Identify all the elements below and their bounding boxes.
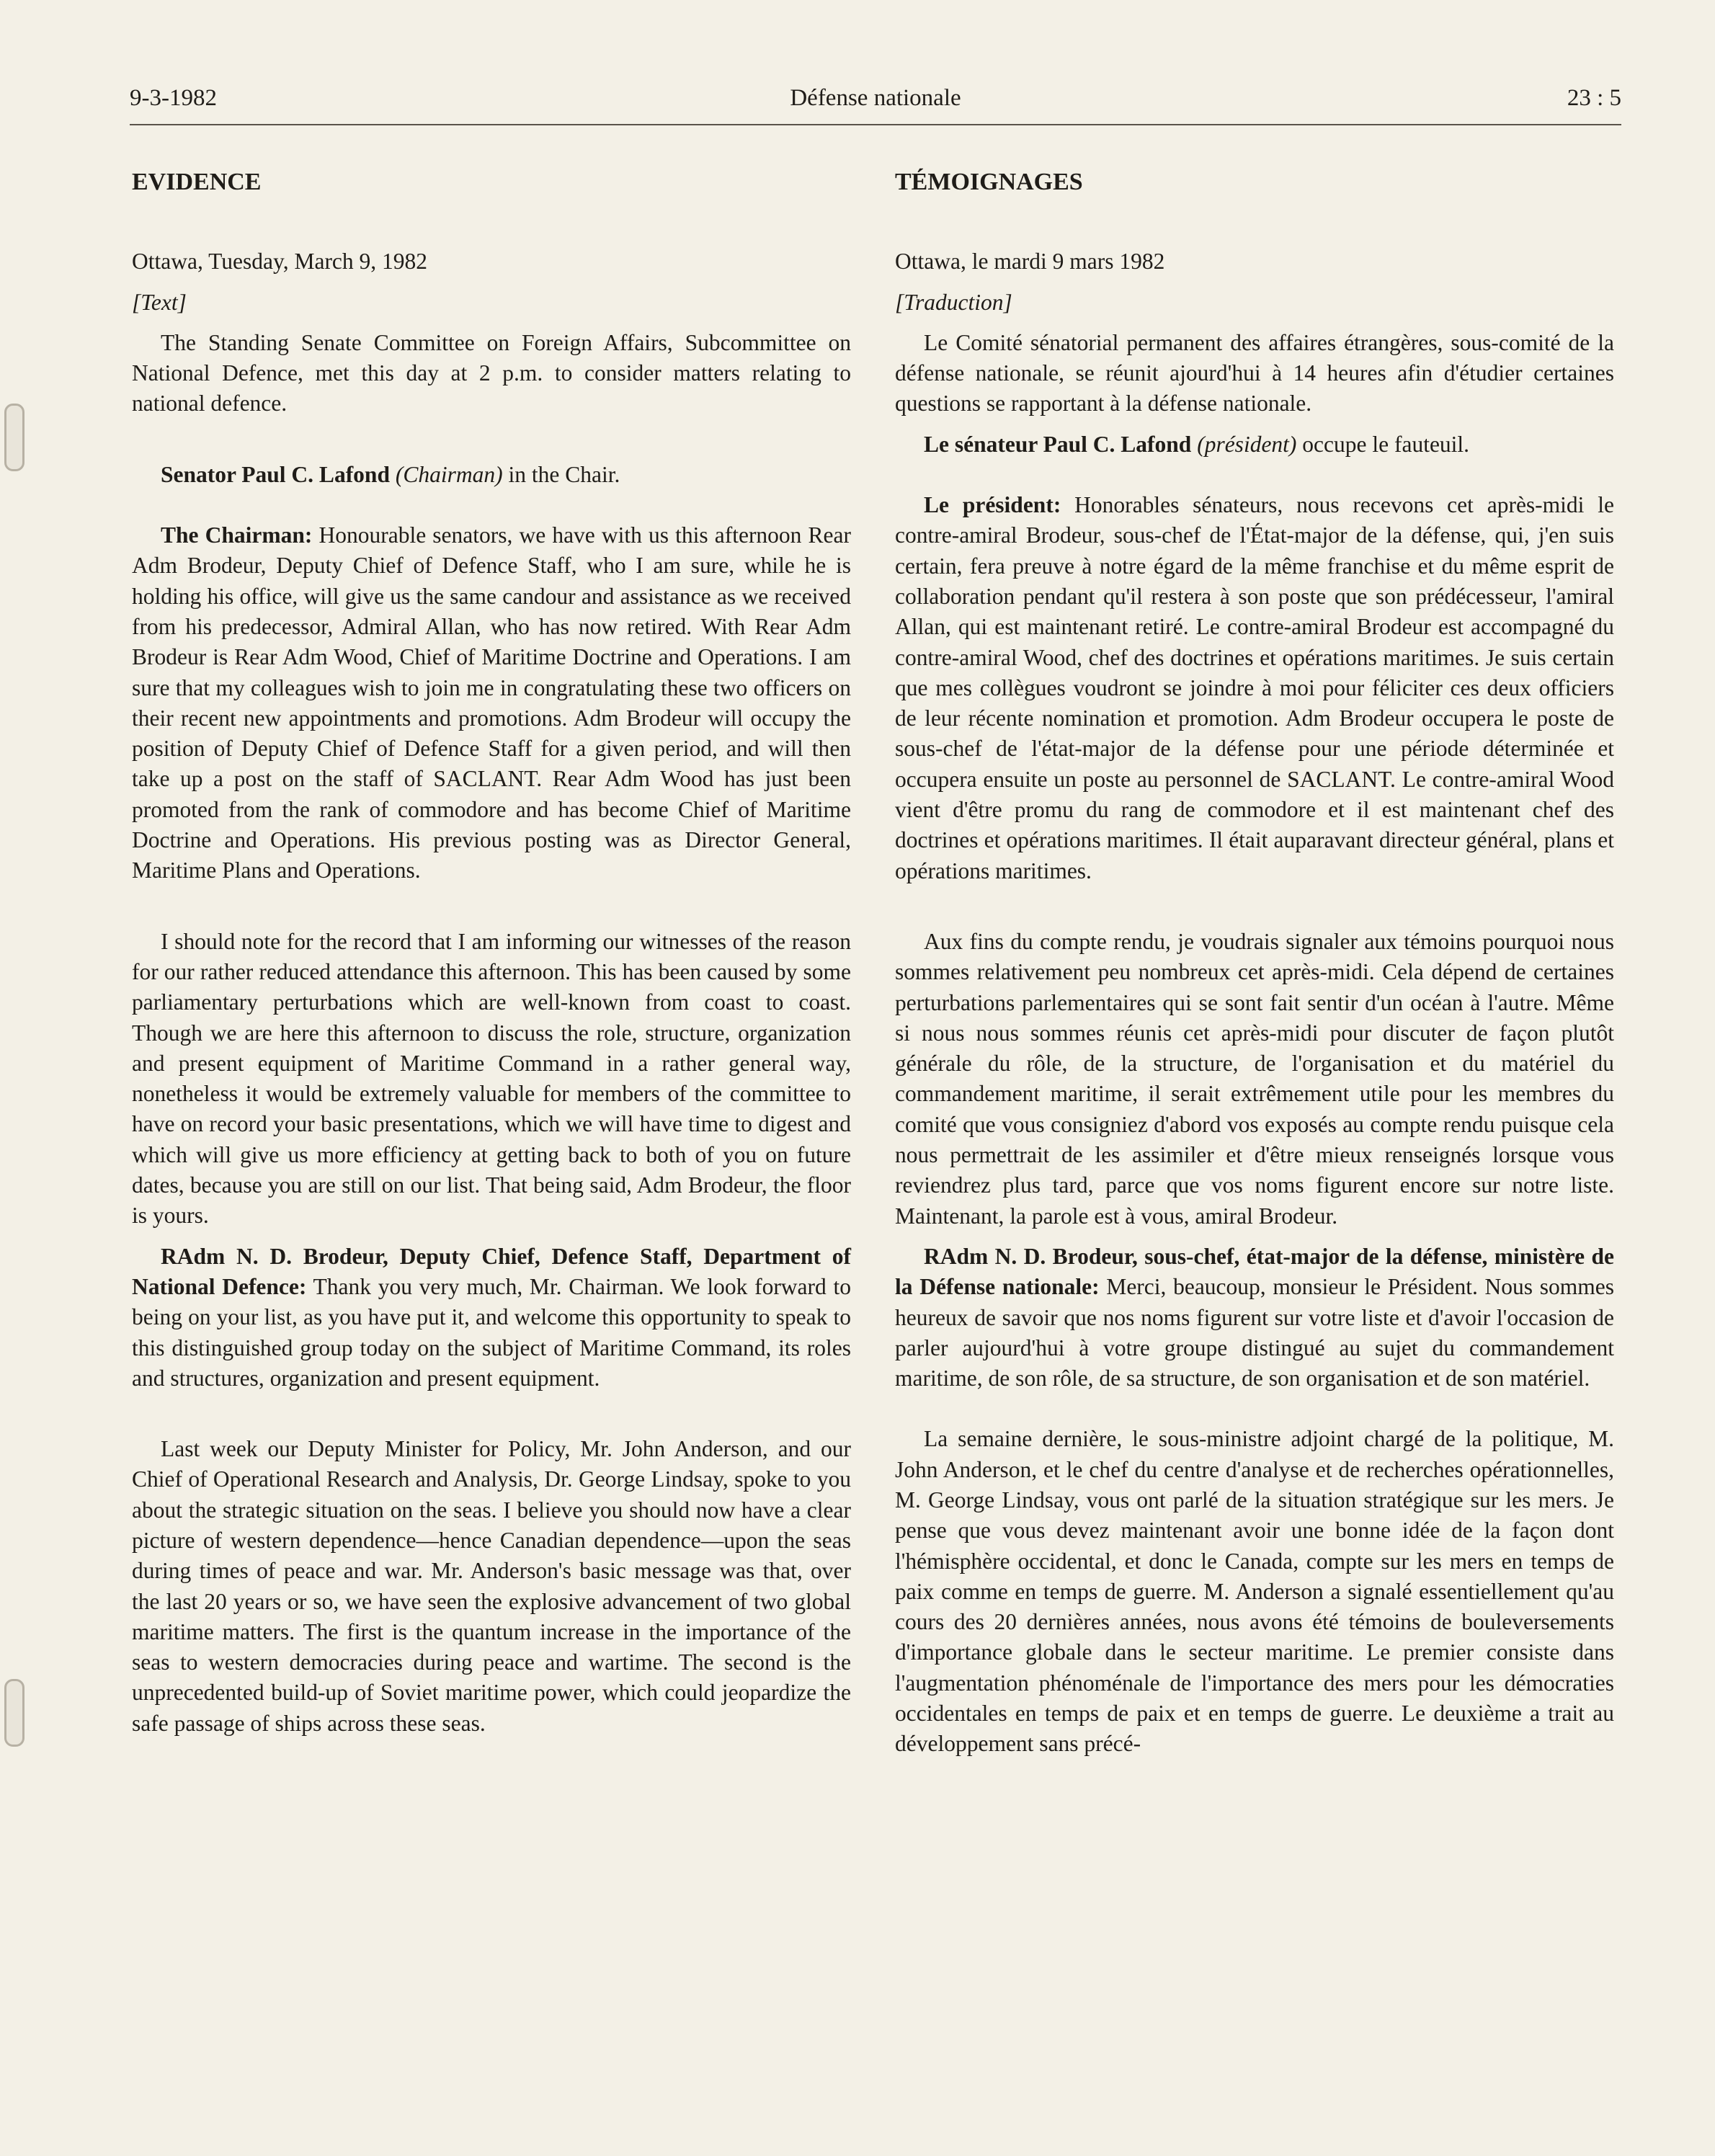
english-column [132,159,851,1739]
section-heading: TÉMOIGNAGES [895,169,1083,195]
chair-role: (Chairman) [395,461,503,487]
chair-role: (président) [1197,431,1297,457]
language-tag: [Text] [132,289,187,315]
chair-tail: occupe le fauteuil. [1296,431,1470,457]
paragraph: Last week our Deputy Minister for Policy, Mr. John Anderson, and our Chief of Operational Research and Analysis, Dr. George Lindsay, spoke to you about the strategic situation on the seas. I believe you should now have a clear picture of western dependence—hence Canadian dependence—upon the seas during times of peace and war. Mr. Anderson's basic message was that, over the last 20 years or so, we have seen the explosive advancement of two global maritime matters. The first is the quantum increase in the importance of the seas to western democracies during peace and wartime. The second is the unprecedented build-up of Soviet maritime power, which could jeopardize the safe passage of ships across these seas. [132,1436,851,1736]
chair-line [132,460,851,490]
paragraph: La semaine dernière, le sous-ministre adjoint chargé de la politique, M. John Anderson, et le chef du centre d'analyse et de recherches opérationnelles, M. George Lindsay, vous ont parlé de la situation stratégique sur les mers. Je pense que vous devez maintenant avoir une bonne idée de la façon dont l'hémisphère occidental, et donc le Canada, compte sur les mers en temps de paix comme en temps de guerre. M. Anderson a signalé essentiellement qu'au cours des 20 dernières années, nous avons été témoins de bouleversements d'importance globale dans le secteur maritime. Le premier consiste dans l'augmentation phénoménale de l'importance des mers pour les démocraties occidentales en temps de paix et en temps de guerre. Le deuxième a trait au développement sans précé- [895,1426,1614,1757]
speech: Merci, beaucoup, monsieur le Président. Nous sommes heureux de savoir que nos noms figurent sur votre liste et d'avoir l'occasion de parler aujourd'hui à votre groupe distingué au sujet du commandement maritime, de son rôle, de sa structure, de son organisation et de son matériel. [895,1274,1614,1391]
speaker: The Chairman: [161,522,313,548]
header-page-number: 23 : 5 [1567,85,1621,111]
speaker: Le président: [924,492,1061,518]
french-column [895,159,1614,1760]
paragraph [132,1242,851,1394]
paragraph [895,1242,1614,1394]
binder-hole-mark [4,404,24,471]
paragraph [895,490,1614,886]
paragraph: The Standing Senate Committee on Foreign Affairs, Subcommittee on National Defence, met this day at 2 p.m. to consider matters relating to national defence. [132,329,851,416]
paragraph: Le Comité sénatorial permanent des affaires étrangères, sous-comité de la défense nationale, se réunit ajourd'hui à 14 heures afin d'étudier certaines questions se rapportant à la défense nationale. [895,329,1614,416]
section-heading: EVIDENCE [132,169,262,195]
dateline: Ottawa, le mardi 9 mars 1982 [895,249,1165,275]
speech: Honorables sénateurs, nous recevons cet après-midi le contre-amiral Brodeur, sous-chef de l'État-major de la défense, qui, j'en suis certain, fera preuve à notre égard de la même franchise et du même esprit de collaboration pendant qu'il restera à son poste que son prédécesseur, l'amiral Allan, qui est maintenant retiré. Le contre-amiral Brodeur est accompagné du contre-amiral Wood, chef des doctrines et opérations maritimes. Je suis certain que mes collègues voudront se joindre à moi pour féliciter ces deux officiers de leur récente nomination et promotion. Adm Brodeur occupera le poste de sous-chef de l'état-major de la défense pour une période déterminée et occupera ensuite un poste au personnel de SACLANT. Le contre-amiral Wood vient d'être promu du rang de commodore et il est maintenant chef des doctrines et opérations maritimes. Il était auparavant directeur général, plans et opérations maritimes. [895,492,1614,883]
language-tag: [Traduction] [895,289,1012,315]
header-date: 9-3-1982 [130,85,217,111]
chair-name: Senator Paul C. Lafond [161,461,390,487]
paragraph: I should note for the record that I am informing our witnesses of the reason for our rather reduced attendance this afternoon. This has been caused by some parliamentary perturbations which are well-known from coast to coast. Though we are here this afternoon to discuss the role, structure, organization and present equipment of Maritime Command in a rather general way, nonetheless it would be extremely valuable for members of the committee to have on record your basic presentations, which we will have time to digest and which will give us more efficiency at getting back to both of you on future dates, because you are still on our list. That being said, Adm Brodeur, the floor is yours. [132,928,851,1229]
speech: Thank you very much, Mr. Chairman. We look forward to being on your list, as you have put it, and welcome this opportunity to speak to this distinguished group today on the subject of Maritime Command, its roles and structures, organization and present equipment. [132,1273,851,1391]
header-rule [130,124,1621,125]
paragraph: Aux fins du compte rendu, je voudrais signaler aux témoins pourquoi nous sommes relativement peu nombreux cet après-midi. Cela dépend de certaines perturbations parlementaires qui se sont fait sentir d'un océan à l'autre. Même si nous nous sommes réunis cet après-midi pour discuter de façon plutôt générale du rôle, de la structure, de l'organisation et du matériel du commandement maritime, il serait extrêmement utile pour les membres du comité que vous consigniez d'abord vos exposés au compte rendu puisque cela nous permettrait de les assimiler et d'être mieux renseignés lorsque vous reviendrez plus tard, parce que vos noms figurent encore sur notre liste. Maintenant, la parole est à vous, amiral Brodeur. [895,928,1614,1229]
chair-tail: in the Chair. [502,461,620,487]
header-title: Défense nationale [790,85,961,111]
paragraph [132,520,851,886]
binder-hole-mark [4,1679,24,1747]
speaker: RAdm N. D. Brodeur, sous-chef, état-major de la défense, ministère de la Défense nationale: [895,1243,1614,1300]
dateline: Ottawa, Tuesday, March 9, 1982 [132,249,428,275]
chair-line [895,429,1614,460]
running-header [130,85,1621,121]
chair-name: Le sénateur Paul C. Lafond [924,431,1192,457]
speaker: RAdm N. D. Brodeur, Deputy Chief, Defence Staff, Department of National Defence: [132,1243,851,1299]
speech: Honourable senators, we have with us this afternoon Rear Adm Brodeur, Deputy Chief of Defence Staff, who I am sure, while he is holding his office, will give us the same candour and assistance as we received from his predecessor, Admiral Allan, who has now retired. With Rear Adm Brodeur is Rear Adm Wood, Chief of Maritime Doctrine and Operations. I am sure that my colleagues wish to join me in congratulating these two officers on their recent new appointments and promotions. Adm Brodeur will occupy the position of Deputy Chief of Defence Staff for a given period, and will then take up a post on the staff of SACLANT. Rear Adm Wood has just been promoted from the rank of commodore and has become Chief of Maritime Doctrine and Operations. His previous posting was as Director General, Maritime Plans and Operations. [132,522,851,883]
